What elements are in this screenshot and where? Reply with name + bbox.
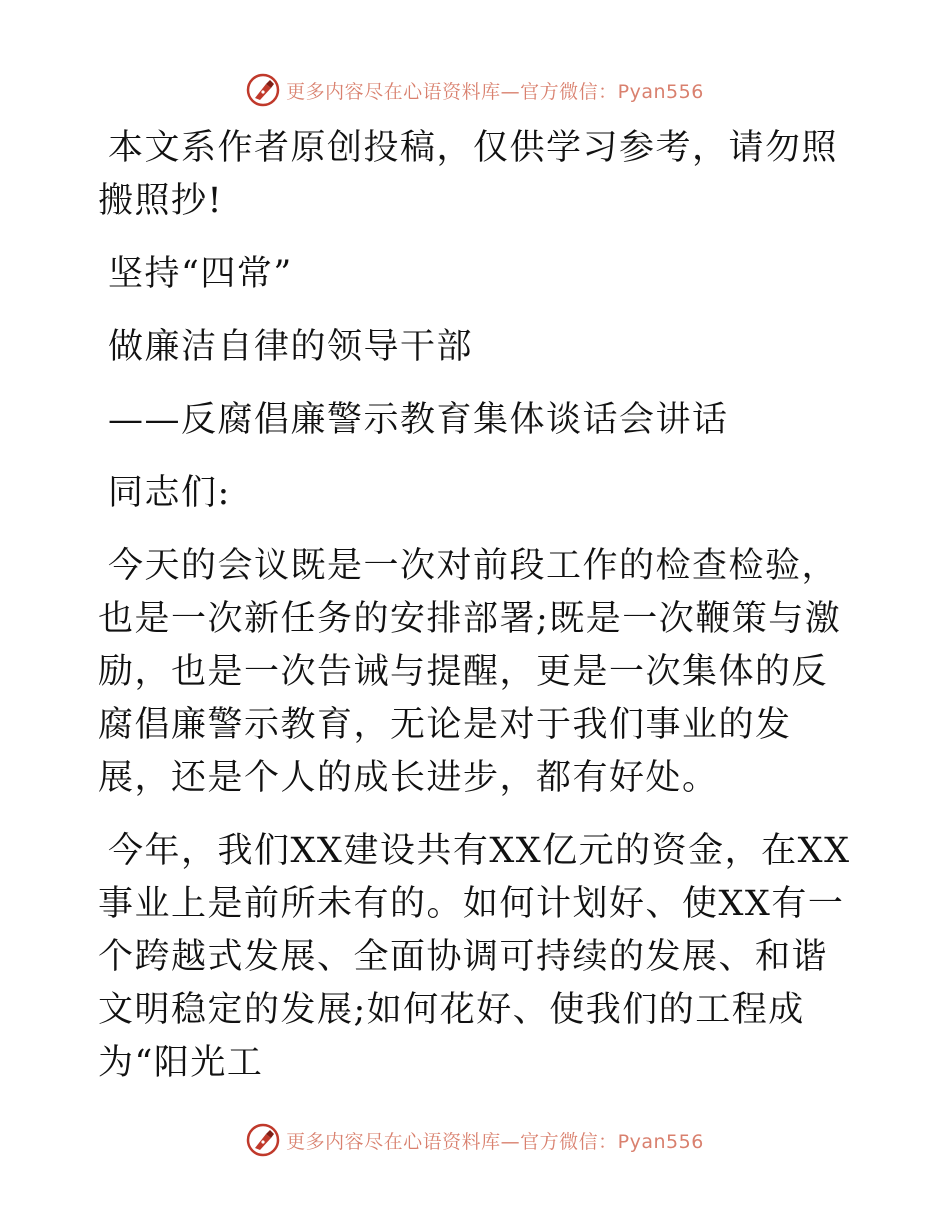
header-watermark-banner — [0, 68, 950, 112]
pen-nib-logo-icon — [246, 73, 280, 107]
footer-banner-text: 更多内容尽在心语资料库—官方微信：Pyan556 — [286, 1130, 704, 1153]
pen-nib-logo-icon — [246, 1123, 280, 1157]
subtitle: ——反腐倡廉警示教育集体谈话会讲话 — [108, 400, 729, 440]
header-banner-text: 更多内容尽在心语资料库—官方微信：Pyan556 — [286, 80, 704, 103]
salutation: 同志们: — [108, 473, 231, 513]
footer-watermark-banner — [0, 1118, 950, 1162]
title-line-1: 坚持“四常” — [108, 254, 293, 294]
document-body — [98, 122, 858, 1110]
paragraph-2: 今年，我们XX建设共有XX亿元的资金，在XX事业上是前所未有的。如何计划好、使XX有一个跨越式发展、全面协调可持续的发展、和谐文明稳定的发展;如何花好、使我们的工程成为“阳光工 — [98, 831, 851, 1083]
notice-text: 本文系作者原创投稿，仅供学习参考，请勿照搬照抄! — [98, 128, 839, 221]
title-line-2: 做廉洁自律的领导干部 — [108, 327, 474, 367]
paragraph-1: 今天的会议既是一次对前段工作的检查检验，也是一次新任务的安排部署;既是一次鞭策与激励，也是一次告诫与提醒，更是一次集体的反腐倡廉警示教育，无论是对于我们事业的发展，还是个人的成长进步，都有好处。 — [98, 546, 842, 798]
